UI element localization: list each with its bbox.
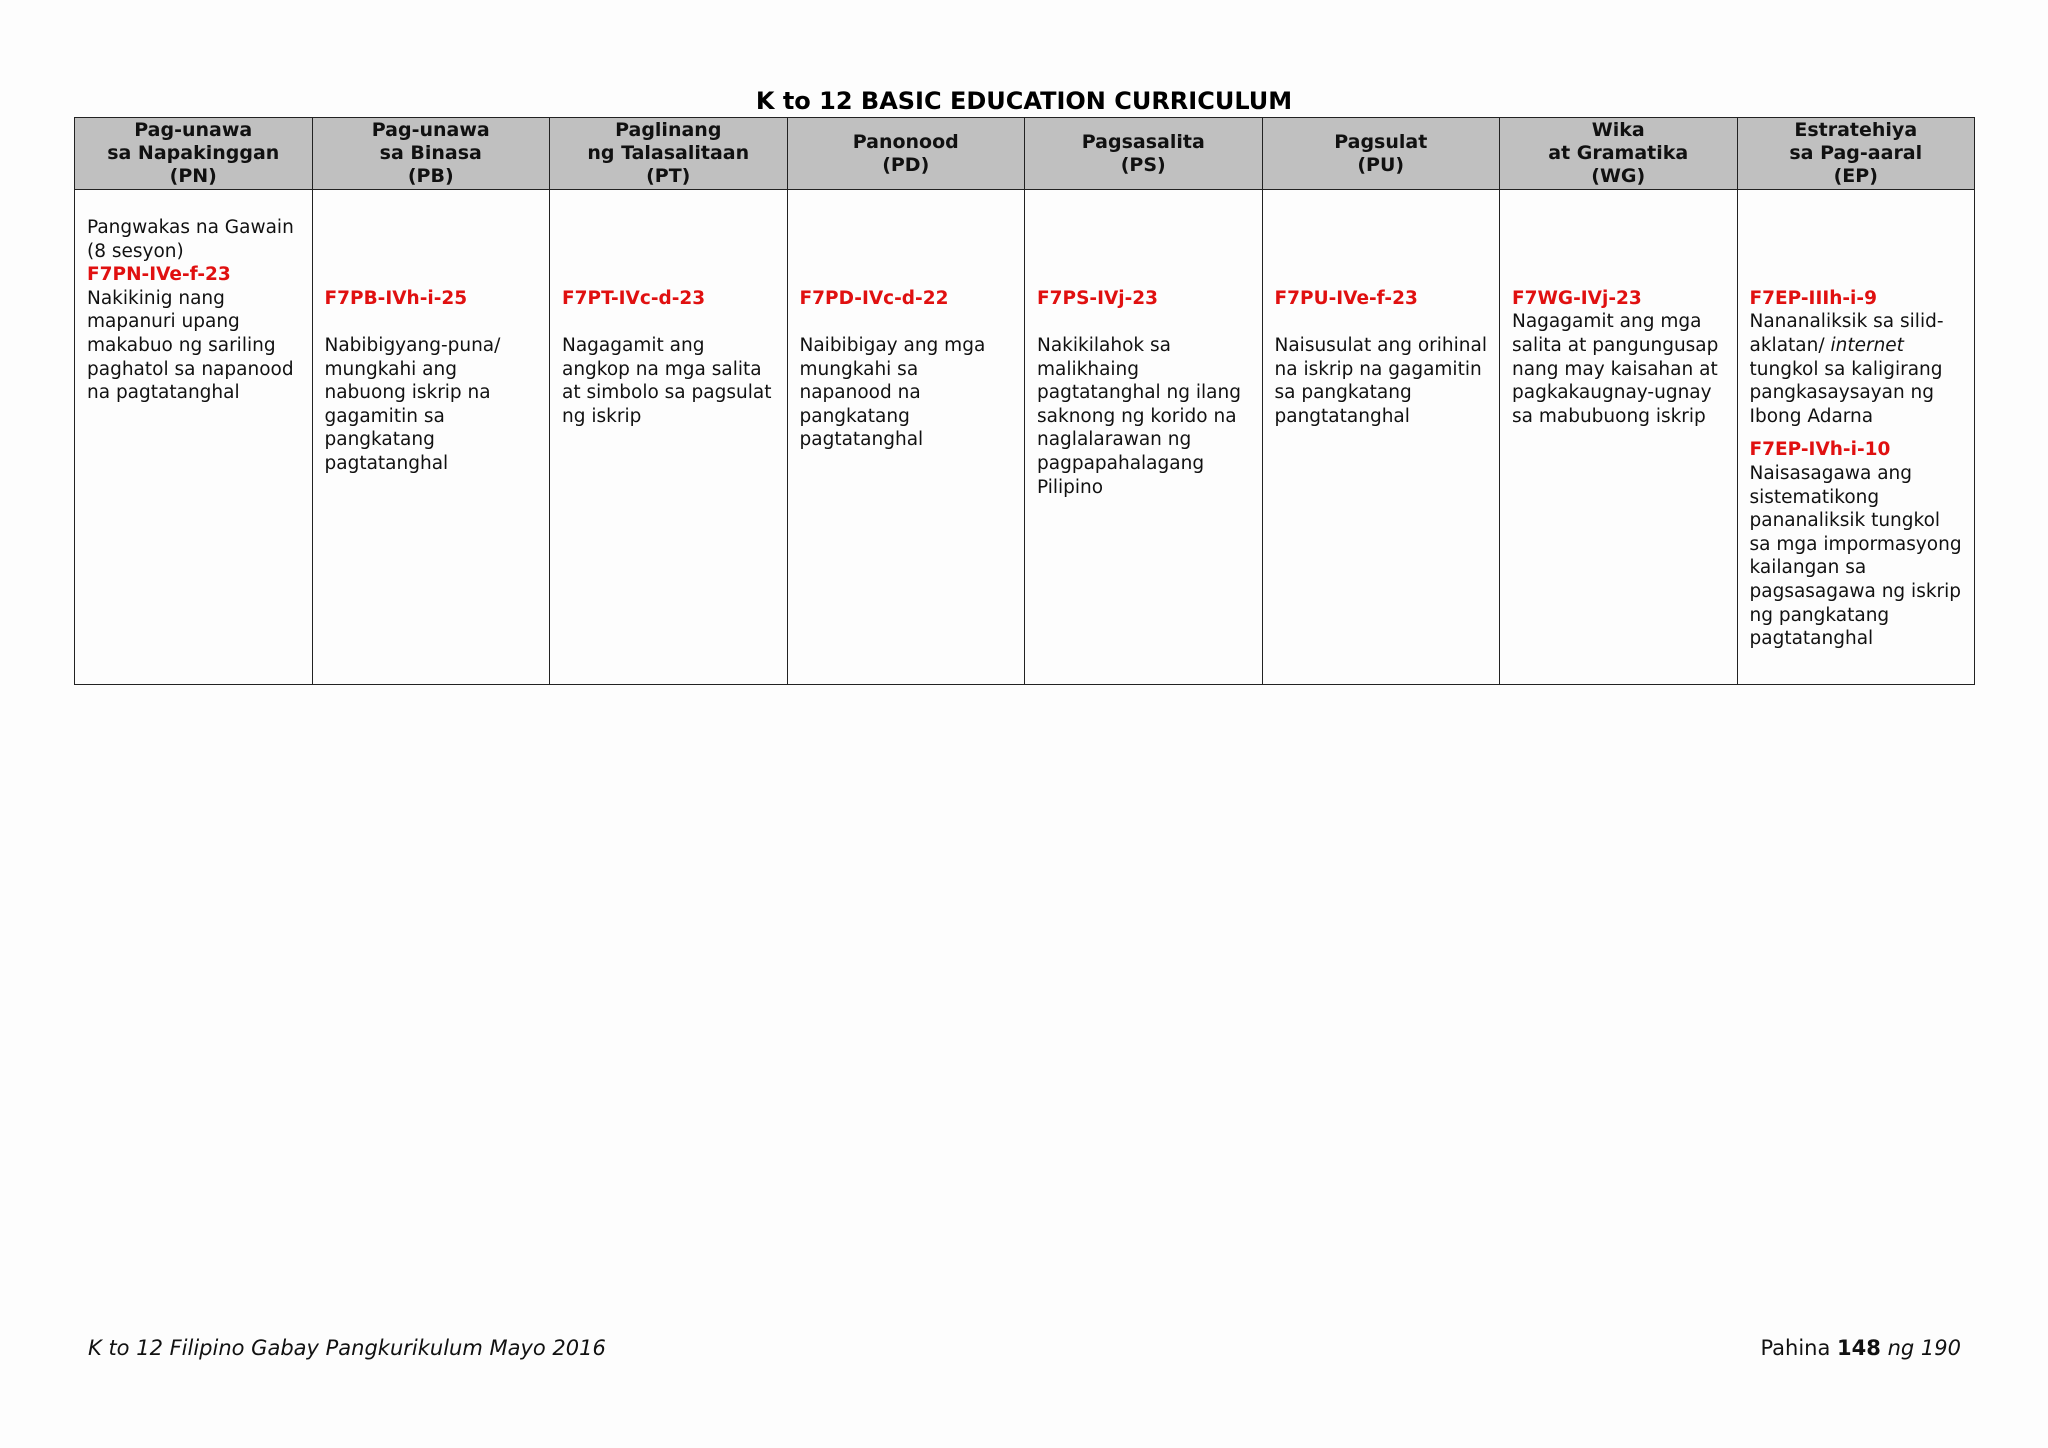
column-header-pn: Pag-unawa sa Napakinggan (PN) bbox=[75, 118, 313, 190]
column-header-wg: Wika at Gramatika (WG) bbox=[1500, 118, 1738, 190]
cell-ps bbox=[1025, 190, 1263, 685]
footer-document-title: K to 12 Filipino Gabay Pangkurikulum Mayo 2016 bbox=[88, 1336, 606, 1360]
cell-wg bbox=[1500, 190, 1738, 685]
competency-code: F7PB-IVh-i-25 bbox=[324, 287, 468, 309]
cell-pre-text: (8 sesyon) bbox=[87, 240, 184, 262]
cell-pre-text: Pangwakas na Gawain bbox=[87, 217, 294, 238]
competency-code: F7PS-IVj-23 bbox=[1037, 287, 1159, 309]
competency-description: Nabibigyang-puna/ mungkahi ang nabuong iskrip na gagamitin sa pangkatang pagtatanghal bbox=[324, 334, 501, 474]
competency-description: Nakikilahok sa malikhaing pagtatanghal ng ilang saknong ng korido na naglalarawan ng pagpapahalagang Pilipino bbox=[1037, 334, 1241, 498]
cell-pt bbox=[550, 190, 788, 685]
table-row bbox=[75, 190, 1975, 685]
column-header-pb: Pag-unawa sa Binasa (PB) bbox=[312, 118, 550, 190]
competency-description: Naisusulat ang orihinal na iskrip na gagamitin sa pangkatang pangtatanghal bbox=[1274, 334, 1487, 427]
column-header-pu: Pagsulat (PU) bbox=[1262, 118, 1500, 190]
column-header-ep: Estratehiya sa Pag-aaral (EP) bbox=[1737, 118, 1975, 190]
cell-pu bbox=[1262, 190, 1500, 685]
competency-code: F7EP-IVh-i-10 bbox=[1749, 439, 1891, 461]
competency-code: F7EP-IIIh-i-9 bbox=[1749, 287, 1877, 309]
competency-description: Nagagamit ang mga salita at pangungusap nang may kaisahan at pagkakaugnay-ugnay sa mabubuong iskrip bbox=[1512, 311, 1719, 427]
page-title: K to 12 BASIC EDUCATION CURRICULUM bbox=[755, 87, 1293, 115]
column-header-pd: Panonood (PD) bbox=[787, 118, 1025, 190]
curriculum-table bbox=[74, 117, 1975, 685]
competency-description: Naisasagawa ang sistematikong pananaliksik tungkol sa mga impormasyong kailangan sa pagsasagawa ng iskrip ng pangkatang pagtatanghal bbox=[1749, 462, 1962, 650]
cell-pd bbox=[787, 190, 1025, 685]
competency-code: F7PN-IVe-f-23 bbox=[87, 264, 231, 286]
competency-description: Nagagamit ang angkop na mga salita at simbolo sa pagsulat ng iskrip bbox=[562, 334, 772, 427]
competency-code: F7PT-IVc-d-23 bbox=[562, 287, 706, 309]
competency-description: Naibibigay ang mga mungkahi sa napanood na pangkatang pagtatanghal bbox=[799, 334, 986, 451]
column-header-pt: Paglinang ng Talasalitaan (PT) bbox=[550, 118, 788, 190]
cell-pn bbox=[75, 190, 313, 685]
competency-description: Nakikinig nang mapanuri upang makabuo ng sariling paghatol sa napanood na pagtatanghal bbox=[87, 287, 294, 404]
cell-ep bbox=[1737, 190, 1975, 685]
table-header-row bbox=[75, 118, 1975, 190]
cell-pb bbox=[312, 190, 550, 685]
competency-code: F7PU-IVe-f-23 bbox=[1274, 287, 1418, 309]
footer-page-number: Pahina 148 ng 190 bbox=[1760, 1336, 1961, 1360]
competency-code: F7WG-IVj-23 bbox=[1512, 287, 1642, 309]
competency-description: Nananaliksik sa silid-aklatan/ internet tungkol sa kaligirang pangkasaysayan ng Ibong Adarna bbox=[1749, 311, 1944, 427]
competency-code: F7PD-IVc-d-22 bbox=[799, 287, 949, 309]
column-header-ps: Pagsasalita (PS) bbox=[1025, 118, 1263, 190]
